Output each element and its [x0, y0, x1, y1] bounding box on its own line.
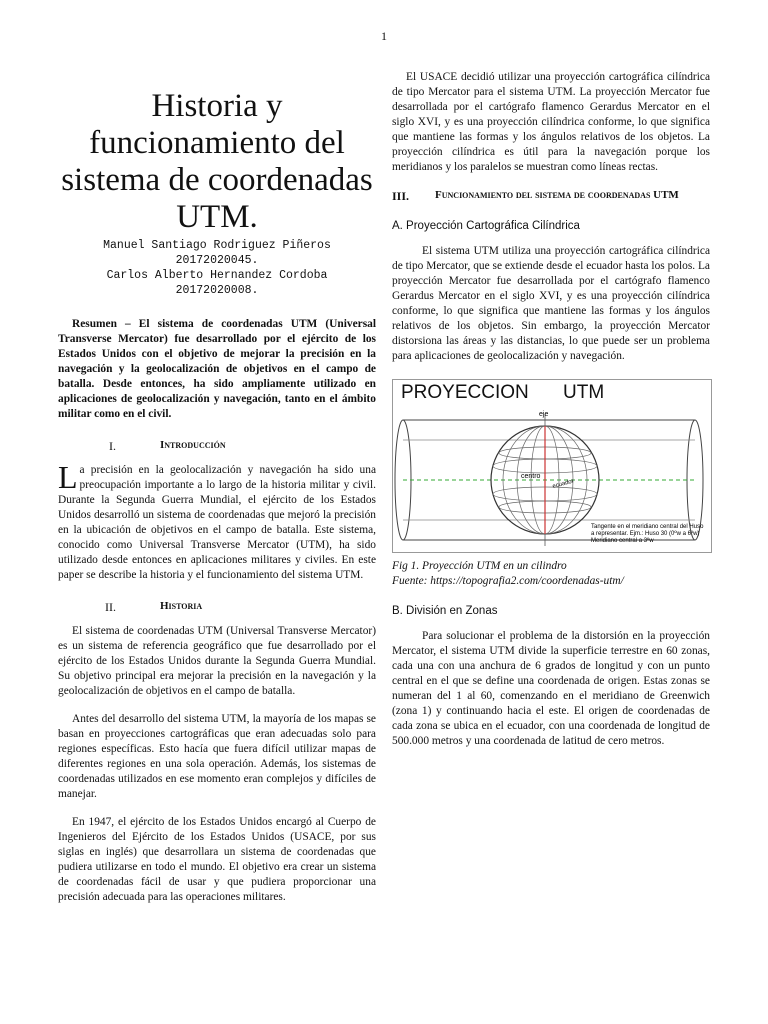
funcionamiento-paragraph-a: El sistema UTM utiliza una proyección cartográfica cilíndrica de tipo Mercator, que se extiende desde el ecuador hasta los polos. La proyección Mercator fue desarrollada por el cartógrafo flamenco Gerardus Mercator en el siglo XVI, y es una proyección cilíndrica conforme, lo que significa que mantiene las formas y los ángulos relativos de los objetos. Sin embargo, la proyección Mercator distorsiona las áreas y las distancias, lo que puede ser un problema para aplicaciones de geolocalización y navegación. — [392, 245, 710, 362]
utm-projection-figure — [392, 379, 712, 553]
section-heading-historia — [58, 600, 376, 615]
section-title: Introducción — [160, 439, 226, 451]
figure-note-3: Meridiano central a 3ºw — [591, 538, 654, 544]
section-number: III. — [392, 189, 410, 203]
author-name-2: Carlos Alberto Hernandez Cordoba — [106, 269, 328, 282]
section-title: Historia — [160, 600, 203, 612]
subsection-heading-b: B. División en Zonas — [392, 605, 498, 617]
intro-paragraph — [58, 459, 376, 583]
label-centro: centro — [521, 473, 541, 480]
section-title: Funcionamiento del sistema de coordenadas UTM — [435, 189, 679, 201]
figure-note-1: Tangente en el meridiano central del Huso — [591, 524, 704, 530]
historia-paragraph-2: Antes del desarrollo del sistema UTM, la mayoría de los mapas se basan en proyecciones cartográficas que eran adecuadas solo para regiones específicas. Esto hacía que fuera difícil utilizar mapas de diferentes regiones en una sola operación. Además, los sistemas de coordenadas utilizados en ese momento eran complejos y difíciles de manejar. — [58, 713, 376, 800]
figure-caption-source: Fuente: https://topografia2.com/coordenadas-utm/ — [392, 575, 624, 587]
figure-subtitle: UTM — [563, 382, 605, 403]
section-heading-funcionamiento — [392, 189, 710, 204]
figure-caption — [392, 559, 710, 589]
section-number: I. — [109, 439, 116, 453]
label-ecuador: ecuador — [551, 478, 575, 490]
authors — [58, 238, 376, 298]
page-number: 1 — [381, 29, 387, 43]
drop-cap: L — [58, 459, 78, 495]
historia-paragraph-1: El sistema de coordenadas UTM (Universal Transverse Mercator) es un sistema de referencia geográfico que fue desarrollado por el ejército de los Estados Unidos durante la Segunda Guerra Mundial. Su objetivo principal era mejorar la precisión en la navegación y la geolocalización de objetivos en el campo de batalla. — [58, 625, 376, 697]
subsection-heading-a: A. Proyección Cartográfica Cilíndrica — [392, 220, 580, 232]
intro-text: a precisión en la geolocalización y navegación ha sido una preocupación importante a lo largo de la historia militar y civil. Durante la Segunda Guerra Mundial, el ejército de los Estados Unidos desarrolló un sistema de coordenadas que mejoró la precisión en la ubicación de objetivos en el campo de batalla. Este sistema, conocido como Universal Transverse Mercator (UTM), ha sido utilizado desde entonces en aplicaciones militares y civiles. En este paper se describe la historia y el funcionamiento del sistema UTM. — [58, 464, 376, 581]
left-column — [58, 88, 376, 905]
historia-paragraph-3: En 1947, el ejército de los Estados Unidos encargó al Cuerpo de Ingenieros del Ejército de los Estados Unidos (USACE, por sus siglas en inglés) que desarrollara un sistema de coordenadas que pudiera utilizarse en todo el mundo. El objetivo era crear un sistema de coordenadas fácil de usar y que pudiera proporcionar una precisión adecuada para las operaciones militares. — [58, 816, 376, 903]
funcionamiento-paragraph-b: Para solucionar el problema de la distorsión en la proyección Mercator, el sistema UTM divide la superficie terrestre en 60 zonas, cada una con una anchura de 6 grados de longitud y con un punto central en el que se define una coordenada de origen. Estas zonas se numeran del 1 al 60, comenzando en el meridiano de Greenwich (zona 1) y continuando hacia el este. El origen de coordenadas de cada zona se ubica en el ecuador, con una coordenada de longitud de 500.000 metros y una coordenada de latitud de cero metros. — [392, 630, 710, 747]
cylinder-globe-illustration — [393, 408, 709, 550]
label-eje: eje — [539, 411, 549, 418]
paper-title: Historia y funcionamiento del sistema de coordenadas UTM. — [61, 88, 373, 235]
author-name-1: Manuel Santiago Rodriguez Piñeros — [103, 239, 331, 252]
author-id-1: 20172020045. — [175, 254, 259, 267]
abstract: Resumen – El sistema de coordenadas UTM (Universal Transverse Mercator) fue desarrollado por el ejército de los Estados Unidos con el objetivo de mejorar la precisión en la navegación y la geolocalización de objetivos en el campo de batalla. Desde entonces, ha sido ampliamente utilizado en aplicaciones de geolocalización y navegación, tanto en el ámbito militar como en el civil. — [58, 318, 376, 420]
author-id-2: 20172020008. — [175, 284, 259, 297]
figure-note-2: a representar. Ejm.: Huso 30 (0ºw a 6ºw) — [591, 531, 700, 537]
historia-paragraph-4: El USACE decidió utilizar una proyección cartográfica cilíndrica de tipo Mercator para el sistema UTM. La proyección Mercator fue desarrollada por el cartógrafo flamenco Gerardus Mercator en el siglo XVI, y es una proyección cilíndrica conforme, lo que significa que mantiene las formas y los ángulos relativos de los objetos. La proyección cilíndrica es útil para la navegación porque los meridianos y los paralelos se muestran como líneas rectas. — [392, 71, 710, 173]
section-heading-intro — [58, 439, 376, 454]
figure-caption-title: Fig 1. Proyección UTM en un cilindro — [392, 560, 567, 572]
figure-title: PROYECCION — [401, 382, 529, 403]
section-number: II. — [105, 600, 116, 614]
right-column — [392, 70, 710, 749]
